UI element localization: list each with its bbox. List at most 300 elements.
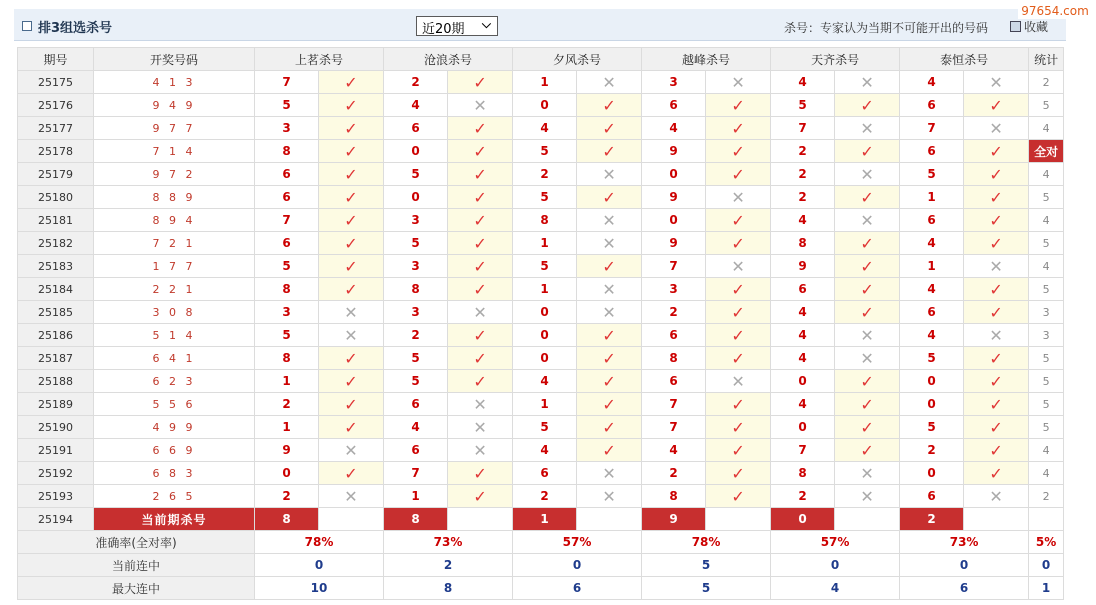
row-period: 25187 <box>18 347 94 370</box>
period-range-select[interactable] <box>416 16 498 36</box>
check-icon: ✓ <box>835 439 900 462</box>
check-icon: ✓ <box>835 416 900 439</box>
cross-icon: ✕ <box>448 416 513 439</box>
kill-number: 7 <box>255 71 319 94</box>
kill-number: 6 <box>384 393 448 416</box>
check-icon: ✓ <box>835 232 900 255</box>
favorite-link[interactable] <box>1010 18 1048 35</box>
title-bar <box>14 9 1066 41</box>
row-draw-number: 3 0 8 <box>94 301 255 324</box>
check-icon: ✓ <box>577 94 642 117</box>
check-icon: ✓ <box>964 416 1029 439</box>
current-period-row <box>18 508 1064 531</box>
kill-number: 6 <box>900 140 964 163</box>
row-stat: 2 <box>1029 71 1064 94</box>
summary-stat: 0 <box>1029 554 1064 577</box>
row-draw-number: 7 1 4 <box>94 140 255 163</box>
kill-number: 5 <box>384 347 448 370</box>
kill-number: 1 <box>513 232 577 255</box>
current-empty-cell <box>706 508 771 531</box>
cross-icon: ✕ <box>577 462 642 485</box>
kill-number: 7 <box>900 117 964 140</box>
row-stat: 4 <box>1029 117 1064 140</box>
kill-number: 5 <box>255 94 319 117</box>
summary-row <box>18 577 1064 600</box>
table-row <box>18 416 1064 439</box>
cross-icon: ✕ <box>835 117 900 140</box>
table-row <box>18 347 1064 370</box>
header-expert-3: 越峰杀号 <box>642 48 771 71</box>
summary-value: 6 <box>900 577 1029 600</box>
kill-number: 6 <box>642 370 706 393</box>
check-icon: ✓ <box>577 186 642 209</box>
row-stat: 4 <box>1029 255 1064 278</box>
check-icon: ✓ <box>577 370 642 393</box>
row-draw-number: 2 6 5 <box>94 485 255 508</box>
kill-number: 1 <box>255 370 319 393</box>
row-draw-number: 6 4 1 <box>94 347 255 370</box>
cross-icon: ✕ <box>964 324 1029 347</box>
table-row <box>18 140 1064 163</box>
kill-number: 5 <box>513 416 577 439</box>
check-icon: ✓ <box>964 347 1029 370</box>
kill-number: 4 <box>900 324 964 347</box>
kill-number: 7 <box>642 255 706 278</box>
kill-number: 2 <box>513 163 577 186</box>
kill-number: 1 <box>900 186 964 209</box>
check-icon: ✓ <box>706 393 771 416</box>
current-kill-number: 8 <box>255 508 319 531</box>
kill-number: 6 <box>900 94 964 117</box>
check-icon: ✓ <box>448 117 513 140</box>
cross-icon: ✕ <box>577 71 642 94</box>
kill-number: 8 <box>642 347 706 370</box>
kill-number: 6 <box>255 186 319 209</box>
kill-number: 2 <box>771 186 835 209</box>
row-draw-number: 9 7 7 <box>94 117 255 140</box>
check-icon: ✓ <box>706 140 771 163</box>
kill-number: 4 <box>900 278 964 301</box>
kill-number: 2 <box>771 485 835 508</box>
check-icon: ✓ <box>706 324 771 347</box>
row-draw-number: 4 9 9 <box>94 416 255 439</box>
cross-icon: ✕ <box>835 71 900 94</box>
kill-number: 5 <box>384 232 448 255</box>
current-kill-number: 0 <box>771 508 835 531</box>
kill-number: 0 <box>642 163 706 186</box>
cross-icon: ✕ <box>706 255 771 278</box>
summary-value: 5 <box>642 554 771 577</box>
kill-number: 5 <box>900 416 964 439</box>
table-row <box>18 186 1064 209</box>
kill-number: 8 <box>642 485 706 508</box>
cross-icon: ✕ <box>319 324 384 347</box>
kill-number: 6 <box>384 439 448 462</box>
check-icon: ✓ <box>964 94 1029 117</box>
kill-number: 2 <box>771 163 835 186</box>
cross-icon: ✕ <box>835 347 900 370</box>
check-icon: ✓ <box>964 232 1029 255</box>
kill-number: 6 <box>900 301 964 324</box>
kill-number: 0 <box>255 462 319 485</box>
header-expert-4: 天齐杀号 <box>771 48 900 71</box>
save-icon <box>1010 21 1021 32</box>
kill-number: 6 <box>513 462 577 485</box>
check-icon: ✓ <box>835 301 900 324</box>
kill-number: 9 <box>642 140 706 163</box>
kill-number: 9 <box>771 255 835 278</box>
kill-number: 2 <box>384 324 448 347</box>
kill-number: 7 <box>642 416 706 439</box>
kill-number: 4 <box>771 324 835 347</box>
table-row <box>18 94 1064 117</box>
check-icon: ✓ <box>319 416 384 439</box>
row-period: 25188 <box>18 370 94 393</box>
current-kill-number: 2 <box>900 508 964 531</box>
kill-number: 6 <box>642 324 706 347</box>
kill-number: 2 <box>900 439 964 462</box>
cross-icon: ✕ <box>706 370 771 393</box>
kill-number: 5 <box>771 94 835 117</box>
check-icon: ✓ <box>577 416 642 439</box>
check-icon: ✓ <box>577 439 642 462</box>
kill-number: 6 <box>255 163 319 186</box>
kill-number: 1 <box>900 255 964 278</box>
row-draw-number: 5 1 4 <box>94 324 255 347</box>
kill-number: 8 <box>771 232 835 255</box>
cross-icon: ✕ <box>964 71 1029 94</box>
kill-number: 0 <box>513 324 577 347</box>
row-draw-number: 8 9 4 <box>94 209 255 232</box>
kill-number: 0 <box>513 347 577 370</box>
cross-icon: ✕ <box>577 163 642 186</box>
row-period: 25190 <box>18 416 94 439</box>
kill-number: 7 <box>642 393 706 416</box>
row-stat: 2 <box>1029 485 1064 508</box>
kill-number: 6 <box>900 209 964 232</box>
header-expert-0: 上茗杀号 <box>255 48 384 71</box>
cross-icon: ✕ <box>706 186 771 209</box>
header-expert-1: 沧浪杀号 <box>384 48 513 71</box>
kill-number: 3 <box>642 71 706 94</box>
row-draw-number: 7 2 1 <box>94 232 255 255</box>
cross-icon: ✕ <box>835 462 900 485</box>
kill-number: 6 <box>384 117 448 140</box>
kill-number: 8 <box>513 209 577 232</box>
cross-icon: ✕ <box>448 439 513 462</box>
kill-number: 4 <box>771 393 835 416</box>
table-row <box>18 71 1064 94</box>
table-row <box>18 209 1064 232</box>
kill-number: 6 <box>642 94 706 117</box>
current-kill-number: 9 <box>642 508 706 531</box>
summary-value: 5 <box>642 577 771 600</box>
cross-icon: ✕ <box>448 94 513 117</box>
check-icon: ✓ <box>319 140 384 163</box>
row-period: 25193 <box>18 485 94 508</box>
cross-icon: ✕ <box>319 485 384 508</box>
table-row <box>18 485 1064 508</box>
kill-number-table <box>17 47 1064 600</box>
row-draw-number: 6 2 3 <box>94 370 255 393</box>
row-stat: 5 <box>1029 347 1064 370</box>
check-icon: ✓ <box>964 370 1029 393</box>
check-icon: ✓ <box>964 462 1029 485</box>
check-icon: ✓ <box>448 347 513 370</box>
table-row <box>18 163 1064 186</box>
row-period: 25191 <box>18 439 94 462</box>
row-period: 25176 <box>18 94 94 117</box>
current-kill-number: 8 <box>384 508 448 531</box>
summary-value: 78% <box>642 531 771 554</box>
header-stat: 统计 <box>1029 48 1064 71</box>
kill-number: 0 <box>513 301 577 324</box>
row-period: 25177 <box>18 117 94 140</box>
kill-number: 3 <box>642 278 706 301</box>
kill-number: 5 <box>900 347 964 370</box>
kill-number: 2 <box>513 485 577 508</box>
row-stat: 3 <box>1029 324 1064 347</box>
summary-value: 73% <box>900 531 1029 554</box>
kill-number: 8 <box>771 462 835 485</box>
current-kill-label: 当前期杀号 <box>94 508 255 531</box>
check-icon: ✓ <box>577 393 642 416</box>
check-icon: ✓ <box>448 324 513 347</box>
check-icon: ✓ <box>577 324 642 347</box>
check-icon: ✓ <box>319 232 384 255</box>
check-icon: ✓ <box>835 255 900 278</box>
page-title: 排3组选杀号 <box>38 21 113 36</box>
check-icon: ✓ <box>964 393 1029 416</box>
cross-icon: ✕ <box>448 301 513 324</box>
kill-number: 5 <box>255 255 319 278</box>
summary-value: 0 <box>255 554 384 577</box>
check-icon: ✓ <box>706 485 771 508</box>
kill-number: 7 <box>771 117 835 140</box>
row-draw-number: 2 2 1 <box>94 278 255 301</box>
table-header-row <box>18 48 1064 71</box>
kill-number: 4 <box>642 439 706 462</box>
kill-number: 5 <box>513 186 577 209</box>
kill-number: 2 <box>255 393 319 416</box>
kill-number: 6 <box>255 232 319 255</box>
kill-number: 5 <box>900 163 964 186</box>
cross-icon: ✕ <box>835 485 900 508</box>
summary-value: 57% <box>513 531 642 554</box>
kill-number: 0 <box>384 140 448 163</box>
table-row <box>18 117 1064 140</box>
kill-number: 2 <box>255 485 319 508</box>
check-icon: ✓ <box>577 140 642 163</box>
kill-number: 4 <box>771 209 835 232</box>
check-icon: ✓ <box>964 301 1029 324</box>
header-draw: 开奖号码 <box>94 48 255 71</box>
kill-number: 2 <box>642 301 706 324</box>
row-draw-number: 9 7 2 <box>94 163 255 186</box>
kill-number: 9 <box>255 439 319 462</box>
row-stat: 5 <box>1029 278 1064 301</box>
kill-number: 9 <box>642 232 706 255</box>
cross-icon: ✕ <box>835 163 900 186</box>
kill-number: 0 <box>900 370 964 393</box>
kill-number: 5 <box>255 324 319 347</box>
check-icon: ✓ <box>706 94 771 117</box>
summary-stat: 5% <box>1029 531 1064 554</box>
check-icon: ✓ <box>835 278 900 301</box>
kill-number: 3 <box>255 301 319 324</box>
kill-number: 5 <box>384 370 448 393</box>
check-icon: ✓ <box>448 232 513 255</box>
row-stat: 4 <box>1029 209 1064 232</box>
row-period: 25175 <box>18 71 94 94</box>
check-icon: ✓ <box>577 255 642 278</box>
row-period: 25186 <box>18 324 94 347</box>
kill-number: 4 <box>771 347 835 370</box>
check-icon: ✓ <box>706 347 771 370</box>
row-stat: 5 <box>1029 393 1064 416</box>
check-icon: ✓ <box>448 255 513 278</box>
row-stat: 5 <box>1029 186 1064 209</box>
current-empty-cell <box>964 508 1029 531</box>
header-expert-2: 夕风杀号 <box>513 48 642 71</box>
check-icon: ✓ <box>964 278 1029 301</box>
summary-row <box>18 554 1064 577</box>
check-icon: ✓ <box>319 370 384 393</box>
row-period: 25185 <box>18 301 94 324</box>
kill-number: 7 <box>255 209 319 232</box>
chevron-down-icon: ⌵ <box>481 17 491 31</box>
kill-number: 4 <box>384 94 448 117</box>
check-icon: ✓ <box>319 278 384 301</box>
kill-number: 3 <box>384 301 448 324</box>
check-icon: ✓ <box>577 117 642 140</box>
kill-number: 4 <box>513 439 577 462</box>
summary-label: 当前连中 <box>18 554 255 577</box>
kill-number: 4 <box>513 117 577 140</box>
check-icon: ✓ <box>448 209 513 232</box>
row-period: 25189 <box>18 393 94 416</box>
table-row <box>18 278 1064 301</box>
check-icon: ✓ <box>835 94 900 117</box>
check-icon: ✓ <box>448 485 513 508</box>
check-icon: ✓ <box>448 278 513 301</box>
row-stat: 4 <box>1029 462 1064 485</box>
current-kill-number: 1 <box>513 508 577 531</box>
row-draw-number: 1 7 7 <box>94 255 255 278</box>
kill-number: 1 <box>513 278 577 301</box>
check-icon: ✓ <box>706 301 771 324</box>
summary-value: 6 <box>513 577 642 600</box>
check-icon: ✓ <box>706 232 771 255</box>
row-stat: 5 <box>1029 232 1064 255</box>
kill-number: 9 <box>642 186 706 209</box>
summary-value: 4 <box>771 577 900 600</box>
period-range-value: 近20期 <box>422 22 465 37</box>
kill-number: 4 <box>513 370 577 393</box>
kill-number: 8 <box>255 140 319 163</box>
check-icon: ✓ <box>964 140 1029 163</box>
kill-number: 0 <box>384 186 448 209</box>
current-empty-cell <box>448 508 513 531</box>
check-icon: ✓ <box>706 117 771 140</box>
row-draw-number: 6 8 3 <box>94 462 255 485</box>
table-row <box>18 232 1064 255</box>
kill-number: 4 <box>771 71 835 94</box>
cross-icon: ✕ <box>964 117 1029 140</box>
row-stat: 5 <box>1029 370 1064 393</box>
check-icon: ✓ <box>448 462 513 485</box>
cross-icon: ✕ <box>577 485 642 508</box>
row-period: 25183 <box>18 255 94 278</box>
check-icon: ✓ <box>964 439 1029 462</box>
kill-number: 8 <box>255 278 319 301</box>
summary-row <box>18 531 1064 554</box>
kill-number: 2 <box>771 140 835 163</box>
kill-number: 0 <box>900 462 964 485</box>
row-draw-number: 4 1 3 <box>94 71 255 94</box>
check-icon: ✓ <box>448 140 513 163</box>
check-icon: ✓ <box>835 140 900 163</box>
kill-number: 4 <box>900 232 964 255</box>
kill-number: 4 <box>642 117 706 140</box>
current-stat-cell <box>1029 508 1064 531</box>
row-stat: 4 <box>1029 439 1064 462</box>
kill-number: 3 <box>384 209 448 232</box>
kill-number: 2 <box>384 71 448 94</box>
summary-value: 0 <box>771 554 900 577</box>
row-stat: 3 <box>1029 301 1064 324</box>
header-period: 期号 <box>18 48 94 71</box>
kill-number: 1 <box>513 71 577 94</box>
kill-number: 0 <box>771 370 835 393</box>
kill-number: 5 <box>513 140 577 163</box>
row-draw-number: 8 8 9 <box>94 186 255 209</box>
kill-number: 5 <box>513 255 577 278</box>
row-draw-number: 6 6 9 <box>94 439 255 462</box>
cross-icon: ✕ <box>577 232 642 255</box>
check-icon: ✓ <box>835 370 900 393</box>
row-period: 25180 <box>18 186 94 209</box>
summary-value: 78% <box>255 531 384 554</box>
kill-number: 5 <box>384 163 448 186</box>
row-stat: 4 <box>1029 163 1064 186</box>
summary-value: 0 <box>900 554 1029 577</box>
check-icon: ✓ <box>448 163 513 186</box>
kill-number: 7 <box>384 462 448 485</box>
check-icon: ✓ <box>964 186 1029 209</box>
cross-icon: ✕ <box>577 209 642 232</box>
check-icon: ✓ <box>448 370 513 393</box>
cross-icon: ✕ <box>319 301 384 324</box>
check-icon: ✓ <box>319 209 384 232</box>
kill-number: 8 <box>384 278 448 301</box>
current-period: 25194 <box>18 508 94 531</box>
check-icon: ✓ <box>577 347 642 370</box>
summary-value: 10 <box>255 577 384 600</box>
kill-number: 0 <box>513 94 577 117</box>
kill-number: 0 <box>900 393 964 416</box>
title-square-icon <box>22 21 32 31</box>
check-icon: ✓ <box>964 163 1029 186</box>
kill-number: 6 <box>900 485 964 508</box>
row-period: 25178 <box>18 140 94 163</box>
row-period: 25182 <box>18 232 94 255</box>
kill-number: 1 <box>255 416 319 439</box>
summary-label: 最大连中 <box>18 577 255 600</box>
summary-value: 8 <box>384 577 513 600</box>
kill-number: 1 <box>384 485 448 508</box>
kill-number: 6 <box>771 278 835 301</box>
